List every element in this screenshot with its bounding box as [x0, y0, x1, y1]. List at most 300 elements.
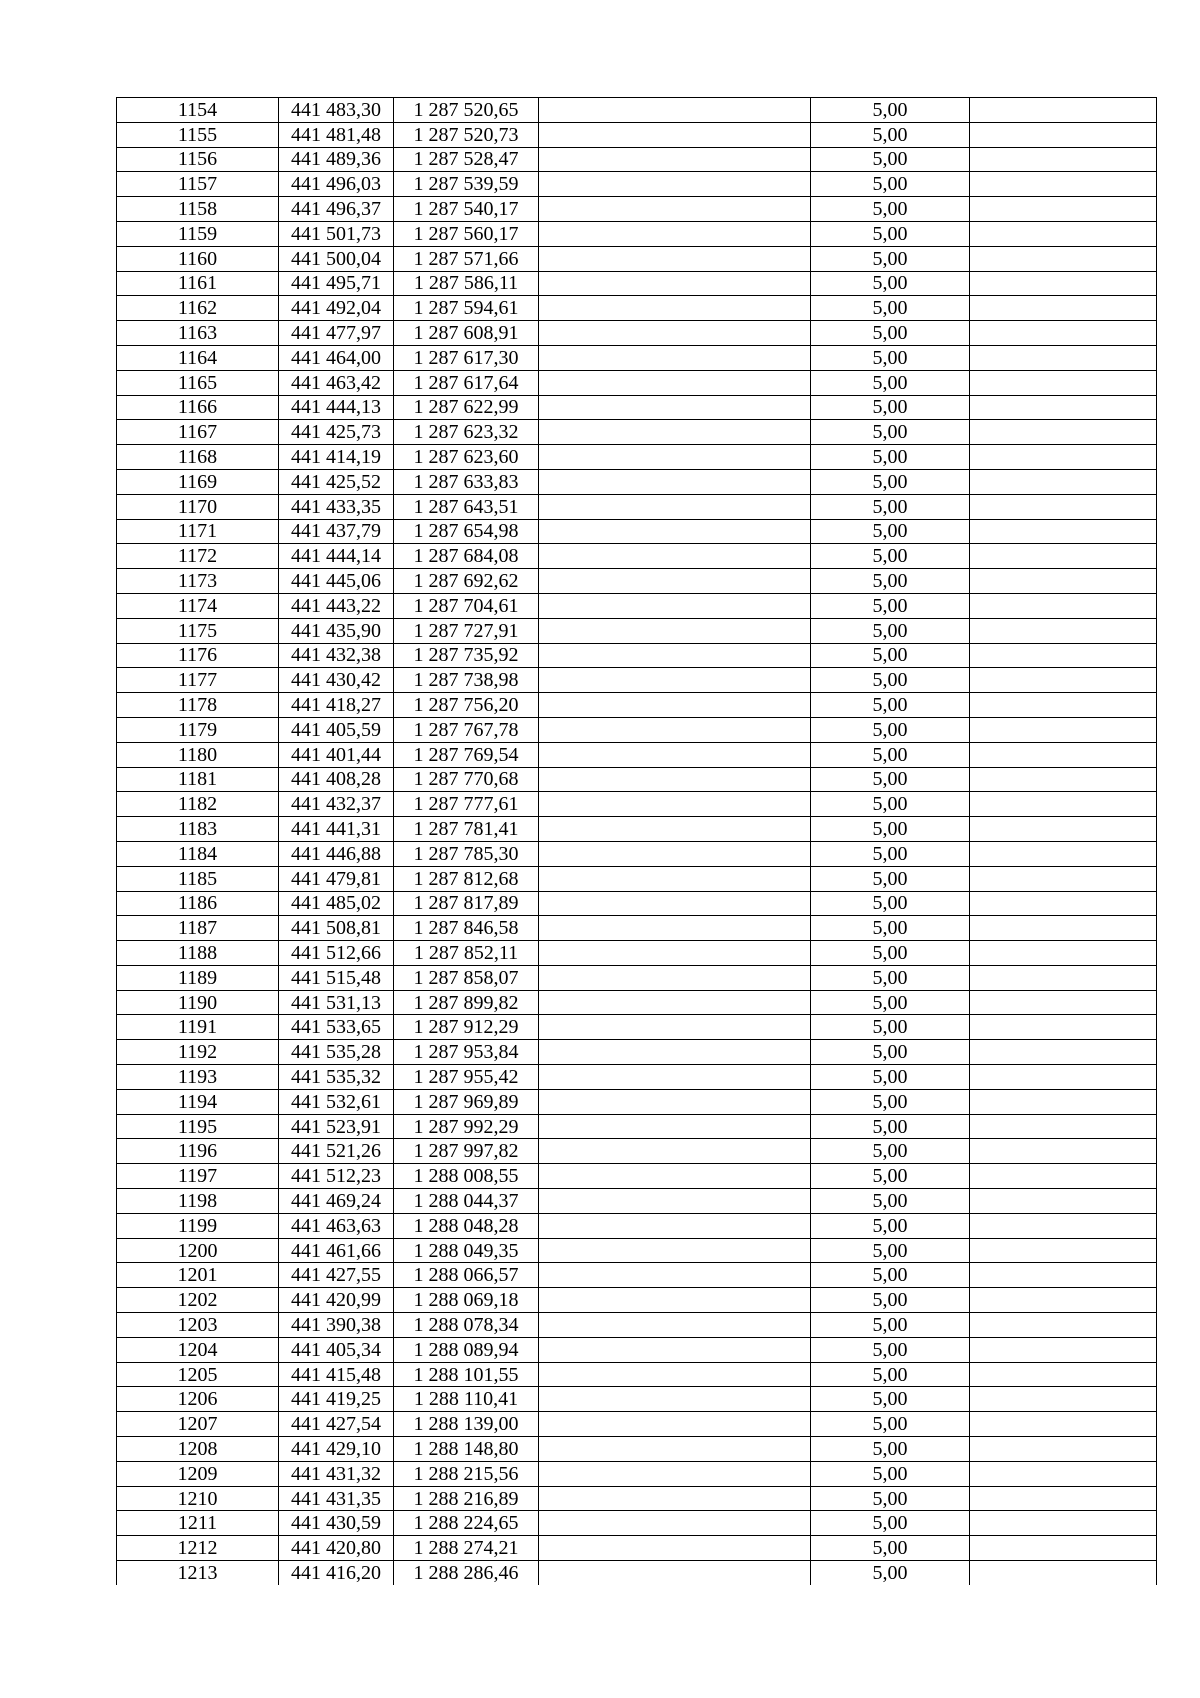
table-row [117, 1164, 1157, 1189]
point-number-cell: 1177 [117, 668, 279, 693]
table-row [117, 1040, 1157, 1065]
x-coordinate-cell: 441 481,48 [279, 122, 394, 147]
point-number-cell: 1165 [117, 370, 279, 395]
value-cell: 5,00 [811, 1387, 970, 1412]
table-row [117, 1511, 1157, 1536]
point-number-cell: 1157 [117, 172, 279, 197]
value-cell: 5,00 [811, 1437, 970, 1462]
y-coordinate-cell: 1 287 528,47 [394, 147, 539, 172]
empty-cell [970, 197, 1157, 222]
empty-cell [970, 1238, 1157, 1263]
value-cell: 5,00 [811, 221, 970, 246]
y-coordinate-cell: 1 288 215,56 [394, 1461, 539, 1486]
point-number-cell: 1208 [117, 1437, 279, 1462]
empty-cell [970, 593, 1157, 618]
empty-cell [539, 1139, 811, 1164]
y-coordinate-cell: 1 288 048,28 [394, 1213, 539, 1238]
y-coordinate-cell: 1 288 078,34 [394, 1313, 539, 1338]
value-cell: 5,00 [811, 916, 970, 941]
table-row [117, 147, 1157, 172]
empty-cell [970, 1536, 1157, 1561]
y-coordinate-cell: 1 287 777,61 [394, 792, 539, 817]
empty-cell [539, 98, 811, 123]
empty-cell [539, 395, 811, 420]
x-coordinate-cell: 441 496,37 [279, 197, 394, 222]
value-cell: 5,00 [811, 395, 970, 420]
y-coordinate-cell: 1 287 571,66 [394, 246, 539, 271]
point-number-cell: 1202 [117, 1288, 279, 1313]
point-number-cell: 1174 [117, 593, 279, 618]
value-cell: 5,00 [811, 891, 970, 916]
empty-cell [970, 147, 1157, 172]
empty-cell [970, 296, 1157, 321]
empty-cell [970, 717, 1157, 742]
y-coordinate-cell: 1 287 992,29 [394, 1114, 539, 1139]
point-number-cell: 1196 [117, 1139, 279, 1164]
y-coordinate-cell: 1 287 846,58 [394, 916, 539, 941]
empty-cell [970, 1263, 1157, 1288]
table-row [117, 643, 1157, 668]
point-number-cell: 1156 [117, 147, 279, 172]
point-number-cell: 1192 [117, 1040, 279, 1065]
empty-cell [539, 519, 811, 544]
table-row [117, 345, 1157, 370]
empty-cell [970, 98, 1157, 123]
x-coordinate-cell: 441 444,14 [279, 544, 394, 569]
empty-cell [539, 246, 811, 271]
value-cell: 5,00 [811, 841, 970, 866]
point-number-cell: 1175 [117, 618, 279, 643]
empty-cell [539, 1040, 811, 1065]
empty-cell [539, 1015, 811, 1040]
table-row [117, 469, 1157, 494]
point-number-cell: 1179 [117, 717, 279, 742]
empty-cell [539, 643, 811, 668]
value-cell: 5,00 [811, 494, 970, 519]
value-cell: 5,00 [811, 1089, 970, 1114]
table-row [117, 1089, 1157, 1114]
y-coordinate-cell: 1 287 955,42 [394, 1065, 539, 1090]
empty-cell [539, 1288, 811, 1313]
point-number-cell: 1193 [117, 1065, 279, 1090]
point-number-cell: 1169 [117, 469, 279, 494]
table-row [117, 172, 1157, 197]
empty-cell [539, 618, 811, 643]
y-coordinate-cell: 1 287 769,54 [394, 742, 539, 767]
y-coordinate-cell: 1 287 912,29 [394, 1015, 539, 1040]
point-number-cell: 1173 [117, 569, 279, 594]
empty-cell [970, 494, 1157, 519]
x-coordinate-cell: 441 531,13 [279, 990, 394, 1015]
y-coordinate-cell: 1 287 781,41 [394, 817, 539, 842]
x-coordinate-cell: 441 414,19 [279, 445, 394, 470]
empty-cell [970, 1065, 1157, 1090]
value-cell: 5,00 [811, 98, 970, 123]
empty-cell [539, 1362, 811, 1387]
value-cell: 5,00 [811, 345, 970, 370]
table-row [117, 693, 1157, 718]
x-coordinate-cell: 441 432,37 [279, 792, 394, 817]
empty-cell [970, 767, 1157, 792]
empty-cell [970, 668, 1157, 693]
point-number-cell: 1187 [117, 916, 279, 941]
value-cell: 5,00 [811, 1461, 970, 1486]
table-row [117, 98, 1157, 123]
empty-cell [970, 841, 1157, 866]
point-number-cell: 1186 [117, 891, 279, 916]
table-row [117, 817, 1157, 842]
table-row [117, 197, 1157, 222]
empty-cell [970, 420, 1157, 445]
empty-cell [970, 1015, 1157, 1040]
x-coordinate-cell: 441 433,35 [279, 494, 394, 519]
x-coordinate-cell: 441 463,63 [279, 1213, 394, 1238]
x-coordinate-cell: 441 408,28 [279, 767, 394, 792]
point-number-cell: 1189 [117, 965, 279, 990]
table-row [117, 1561, 1157, 1585]
x-coordinate-cell: 441 443,22 [279, 593, 394, 618]
x-coordinate-cell: 441 515,48 [279, 965, 394, 990]
empty-cell [539, 420, 811, 445]
empty-cell [539, 494, 811, 519]
table-row [117, 990, 1157, 1015]
point-number-cell: 1158 [117, 197, 279, 222]
y-coordinate-cell: 1 287 654,98 [394, 519, 539, 544]
value-cell: 5,00 [811, 321, 970, 346]
x-coordinate-cell: 441 535,32 [279, 1065, 394, 1090]
point-number-cell: 1200 [117, 1238, 279, 1263]
table-row [117, 1337, 1157, 1362]
value-cell: 5,00 [811, 742, 970, 767]
y-coordinate-cell: 1 287 594,61 [394, 296, 539, 321]
x-coordinate-cell: 441 437,79 [279, 519, 394, 544]
y-coordinate-cell: 1 288 069,18 [394, 1288, 539, 1313]
value-cell: 5,00 [811, 717, 970, 742]
y-coordinate-cell: 1 287 953,84 [394, 1040, 539, 1065]
y-coordinate-cell: 1 287 767,78 [394, 717, 539, 742]
empty-cell [539, 370, 811, 395]
x-coordinate-cell: 441 463,42 [279, 370, 394, 395]
value-cell: 5,00 [811, 1263, 970, 1288]
x-coordinate-cell: 441 401,44 [279, 742, 394, 767]
x-coordinate-cell: 441 420,80 [279, 1536, 394, 1561]
value-cell: 5,00 [811, 370, 970, 395]
empty-cell [539, 593, 811, 618]
value-cell: 5,00 [811, 246, 970, 271]
empty-cell [539, 916, 811, 941]
x-coordinate-cell: 441 427,55 [279, 1263, 394, 1288]
point-number-cell: 1162 [117, 296, 279, 321]
empty-cell [970, 891, 1157, 916]
table-row [117, 1387, 1157, 1412]
point-number-cell: 1166 [117, 395, 279, 420]
value-cell: 5,00 [811, 1362, 970, 1387]
point-number-cell: 1180 [117, 742, 279, 767]
empty-cell [970, 1114, 1157, 1139]
y-coordinate-cell: 1 288 044,37 [394, 1189, 539, 1214]
point-number-cell: 1207 [117, 1412, 279, 1437]
point-number-cell: 1183 [117, 817, 279, 842]
empty-cell [970, 544, 1157, 569]
empty-cell [970, 395, 1157, 420]
value-cell: 5,00 [811, 1065, 970, 1090]
point-number-cell: 1170 [117, 494, 279, 519]
x-coordinate-cell: 441 419,25 [279, 1387, 394, 1412]
empty-cell [970, 1313, 1157, 1338]
table-row [117, 1486, 1157, 1511]
x-coordinate-cell: 441 469,24 [279, 1189, 394, 1214]
empty-cell [539, 1536, 811, 1561]
empty-cell [539, 1461, 811, 1486]
empty-cell [970, 1164, 1157, 1189]
x-coordinate-cell: 441 431,35 [279, 1486, 394, 1511]
x-coordinate-cell: 441 431,32 [279, 1461, 394, 1486]
point-number-cell: 1210 [117, 1486, 279, 1511]
point-number-cell: 1161 [117, 271, 279, 296]
empty-cell [539, 296, 811, 321]
empty-cell [970, 817, 1157, 842]
empty-cell [970, 370, 1157, 395]
x-coordinate-cell: 441 405,59 [279, 717, 394, 742]
empty-cell [539, 469, 811, 494]
y-coordinate-cell: 1 288 066,57 [394, 1263, 539, 1288]
x-coordinate-cell: 441 430,42 [279, 668, 394, 693]
empty-cell [539, 1561, 811, 1585]
empty-cell [970, 1139, 1157, 1164]
empty-cell [970, 172, 1157, 197]
empty-cell [539, 742, 811, 767]
value-cell: 5,00 [811, 1139, 970, 1164]
x-coordinate-cell: 441 405,34 [279, 1337, 394, 1362]
table-row [117, 891, 1157, 916]
y-coordinate-cell: 1 287 586,11 [394, 271, 539, 296]
table-row [117, 1437, 1157, 1462]
empty-cell [539, 197, 811, 222]
empty-cell [970, 445, 1157, 470]
y-coordinate-cell: 1 287 623,60 [394, 445, 539, 470]
point-number-cell: 1190 [117, 990, 279, 1015]
point-number-cell: 1181 [117, 767, 279, 792]
x-coordinate-cell: 441 508,81 [279, 916, 394, 941]
value-cell: 5,00 [811, 1238, 970, 1263]
value-cell: 5,00 [811, 866, 970, 891]
point-number-cell: 1201 [117, 1263, 279, 1288]
table-row [117, 122, 1157, 147]
x-coordinate-cell: 441 415,48 [279, 1362, 394, 1387]
y-coordinate-cell: 1 288 139,00 [394, 1412, 539, 1437]
y-coordinate-cell: 1 287 643,51 [394, 494, 539, 519]
empty-cell [539, 172, 811, 197]
y-coordinate-cell: 1 287 735,92 [394, 643, 539, 668]
value-cell: 5,00 [811, 1486, 970, 1511]
y-coordinate-cell: 1 287 899,82 [394, 990, 539, 1015]
empty-cell [970, 321, 1157, 346]
point-number-cell: 1191 [117, 1015, 279, 1040]
table-row [117, 420, 1157, 445]
point-number-cell: 1176 [117, 643, 279, 668]
point-number-cell: 1197 [117, 1164, 279, 1189]
empty-cell [970, 246, 1157, 271]
table-row [117, 221, 1157, 246]
point-number-cell: 1167 [117, 420, 279, 445]
y-coordinate-cell: 1 287 704,61 [394, 593, 539, 618]
table-row [117, 668, 1157, 693]
table-row [117, 841, 1157, 866]
empty-cell [539, 1238, 811, 1263]
y-coordinate-cell: 1 287 520,73 [394, 122, 539, 147]
y-coordinate-cell: 1 287 858,07 [394, 965, 539, 990]
x-coordinate-cell: 441 418,27 [279, 693, 394, 718]
empty-cell [970, 618, 1157, 643]
value-cell: 5,00 [811, 1288, 970, 1313]
point-number-cell: 1198 [117, 1189, 279, 1214]
value-cell: 5,00 [811, 817, 970, 842]
point-number-cell: 1203 [117, 1313, 279, 1338]
empty-cell [539, 1164, 811, 1189]
x-coordinate-cell: 441 435,90 [279, 618, 394, 643]
table-row [117, 1238, 1157, 1263]
empty-cell [539, 1114, 811, 1139]
empty-cell [970, 1089, 1157, 1114]
empty-cell [970, 742, 1157, 767]
empty-cell [539, 1213, 811, 1238]
x-coordinate-cell: 441 492,04 [279, 296, 394, 321]
x-coordinate-cell: 441 500,04 [279, 246, 394, 271]
x-coordinate-cell: 441 477,97 [279, 321, 394, 346]
value-cell: 5,00 [811, 122, 970, 147]
y-coordinate-cell: 1 288 148,80 [394, 1437, 539, 1462]
empty-cell [539, 1486, 811, 1511]
empty-cell [539, 1065, 811, 1090]
value-cell: 5,00 [811, 767, 970, 792]
empty-cell [539, 271, 811, 296]
x-coordinate-cell: 441 521,26 [279, 1139, 394, 1164]
empty-cell [539, 767, 811, 792]
y-coordinate-cell: 1 288 089,94 [394, 1337, 539, 1362]
table-row [117, 519, 1157, 544]
empty-cell [970, 941, 1157, 966]
x-coordinate-cell: 441 512,23 [279, 1164, 394, 1189]
empty-cell [970, 569, 1157, 594]
point-number-cell: 1194 [117, 1089, 279, 1114]
y-coordinate-cell: 1 287 969,89 [394, 1089, 539, 1114]
x-coordinate-cell: 441 444,13 [279, 395, 394, 420]
x-coordinate-cell: 441 420,99 [279, 1288, 394, 1313]
point-number-cell: 1188 [117, 941, 279, 966]
point-number-cell: 1164 [117, 345, 279, 370]
point-number-cell: 1206 [117, 1387, 279, 1412]
value-cell: 5,00 [811, 1511, 970, 1536]
empty-cell [539, 668, 811, 693]
point-number-cell: 1159 [117, 221, 279, 246]
y-coordinate-cell: 1 287 622,99 [394, 395, 539, 420]
table-row [117, 1139, 1157, 1164]
table-row [117, 296, 1157, 321]
empty-cell [970, 693, 1157, 718]
value-cell: 5,00 [811, 1015, 970, 1040]
table-row [117, 544, 1157, 569]
y-coordinate-cell: 1 287 560,17 [394, 221, 539, 246]
value-cell: 5,00 [811, 569, 970, 594]
empty-cell [539, 941, 811, 966]
x-coordinate-cell: 441 523,91 [279, 1114, 394, 1139]
x-coordinate-cell: 441 416,20 [279, 1561, 394, 1585]
x-coordinate-cell: 441 427,54 [279, 1412, 394, 1437]
empty-cell [539, 1387, 811, 1412]
x-coordinate-cell: 441 432,38 [279, 643, 394, 668]
x-coordinate-cell: 441 495,71 [279, 271, 394, 296]
table-row [117, 395, 1157, 420]
y-coordinate-cell: 1 287 520,65 [394, 98, 539, 123]
empty-cell [970, 1437, 1157, 1462]
table-row [117, 321, 1157, 346]
value-cell: 5,00 [811, 693, 970, 718]
value-cell: 5,00 [811, 1536, 970, 1561]
y-coordinate-cell: 1 287 756,20 [394, 693, 539, 718]
value-cell: 5,00 [811, 519, 970, 544]
y-coordinate-cell: 1 288 049,35 [394, 1238, 539, 1263]
empty-cell [539, 122, 811, 147]
empty-cell [970, 1040, 1157, 1065]
x-coordinate-cell: 441 512,66 [279, 941, 394, 966]
table-row [117, 1213, 1157, 1238]
y-coordinate-cell: 1 287 785,30 [394, 841, 539, 866]
point-number-cell: 1172 [117, 544, 279, 569]
empty-cell [539, 445, 811, 470]
point-number-cell: 1199 [117, 1213, 279, 1238]
empty-cell [539, 569, 811, 594]
value-cell: 5,00 [811, 1412, 970, 1437]
x-coordinate-cell: 441 441,31 [279, 817, 394, 842]
empty-cell [970, 792, 1157, 817]
point-number-cell: 1182 [117, 792, 279, 817]
y-coordinate-cell: 1 288 216,89 [394, 1486, 539, 1511]
empty-cell [539, 1511, 811, 1536]
x-coordinate-cell: 441 429,10 [279, 1437, 394, 1462]
empty-cell [539, 321, 811, 346]
x-coordinate-cell: 441 461,66 [279, 1238, 394, 1263]
table-row [117, 742, 1157, 767]
value-cell: 5,00 [811, 197, 970, 222]
x-coordinate-cell: 441 483,30 [279, 98, 394, 123]
y-coordinate-cell: 1 288 274,21 [394, 1536, 539, 1561]
table-row [117, 1189, 1157, 1214]
table-row [117, 1536, 1157, 1561]
empty-cell [539, 891, 811, 916]
x-coordinate-cell: 441 430,59 [279, 1511, 394, 1536]
value-cell: 5,00 [811, 1189, 970, 1214]
empty-cell [539, 693, 811, 718]
value-cell: 5,00 [811, 593, 970, 618]
table-row [117, 246, 1157, 271]
y-coordinate-cell: 1 287 852,11 [394, 941, 539, 966]
x-coordinate-cell: 441 390,38 [279, 1313, 394, 1338]
point-number-cell: 1185 [117, 866, 279, 891]
empty-cell [970, 1461, 1157, 1486]
coordinates-table-body [117, 98, 1157, 1585]
point-number-cell: 1178 [117, 693, 279, 718]
y-coordinate-cell: 1 287 684,08 [394, 544, 539, 569]
empty-cell [970, 1511, 1157, 1536]
table-row [117, 1313, 1157, 1338]
empty-cell [970, 1486, 1157, 1511]
value-cell: 5,00 [811, 172, 970, 197]
value-cell: 5,00 [811, 271, 970, 296]
table-row [117, 1065, 1157, 1090]
table-row [117, 494, 1157, 519]
table-row [117, 593, 1157, 618]
empty-cell [970, 643, 1157, 668]
